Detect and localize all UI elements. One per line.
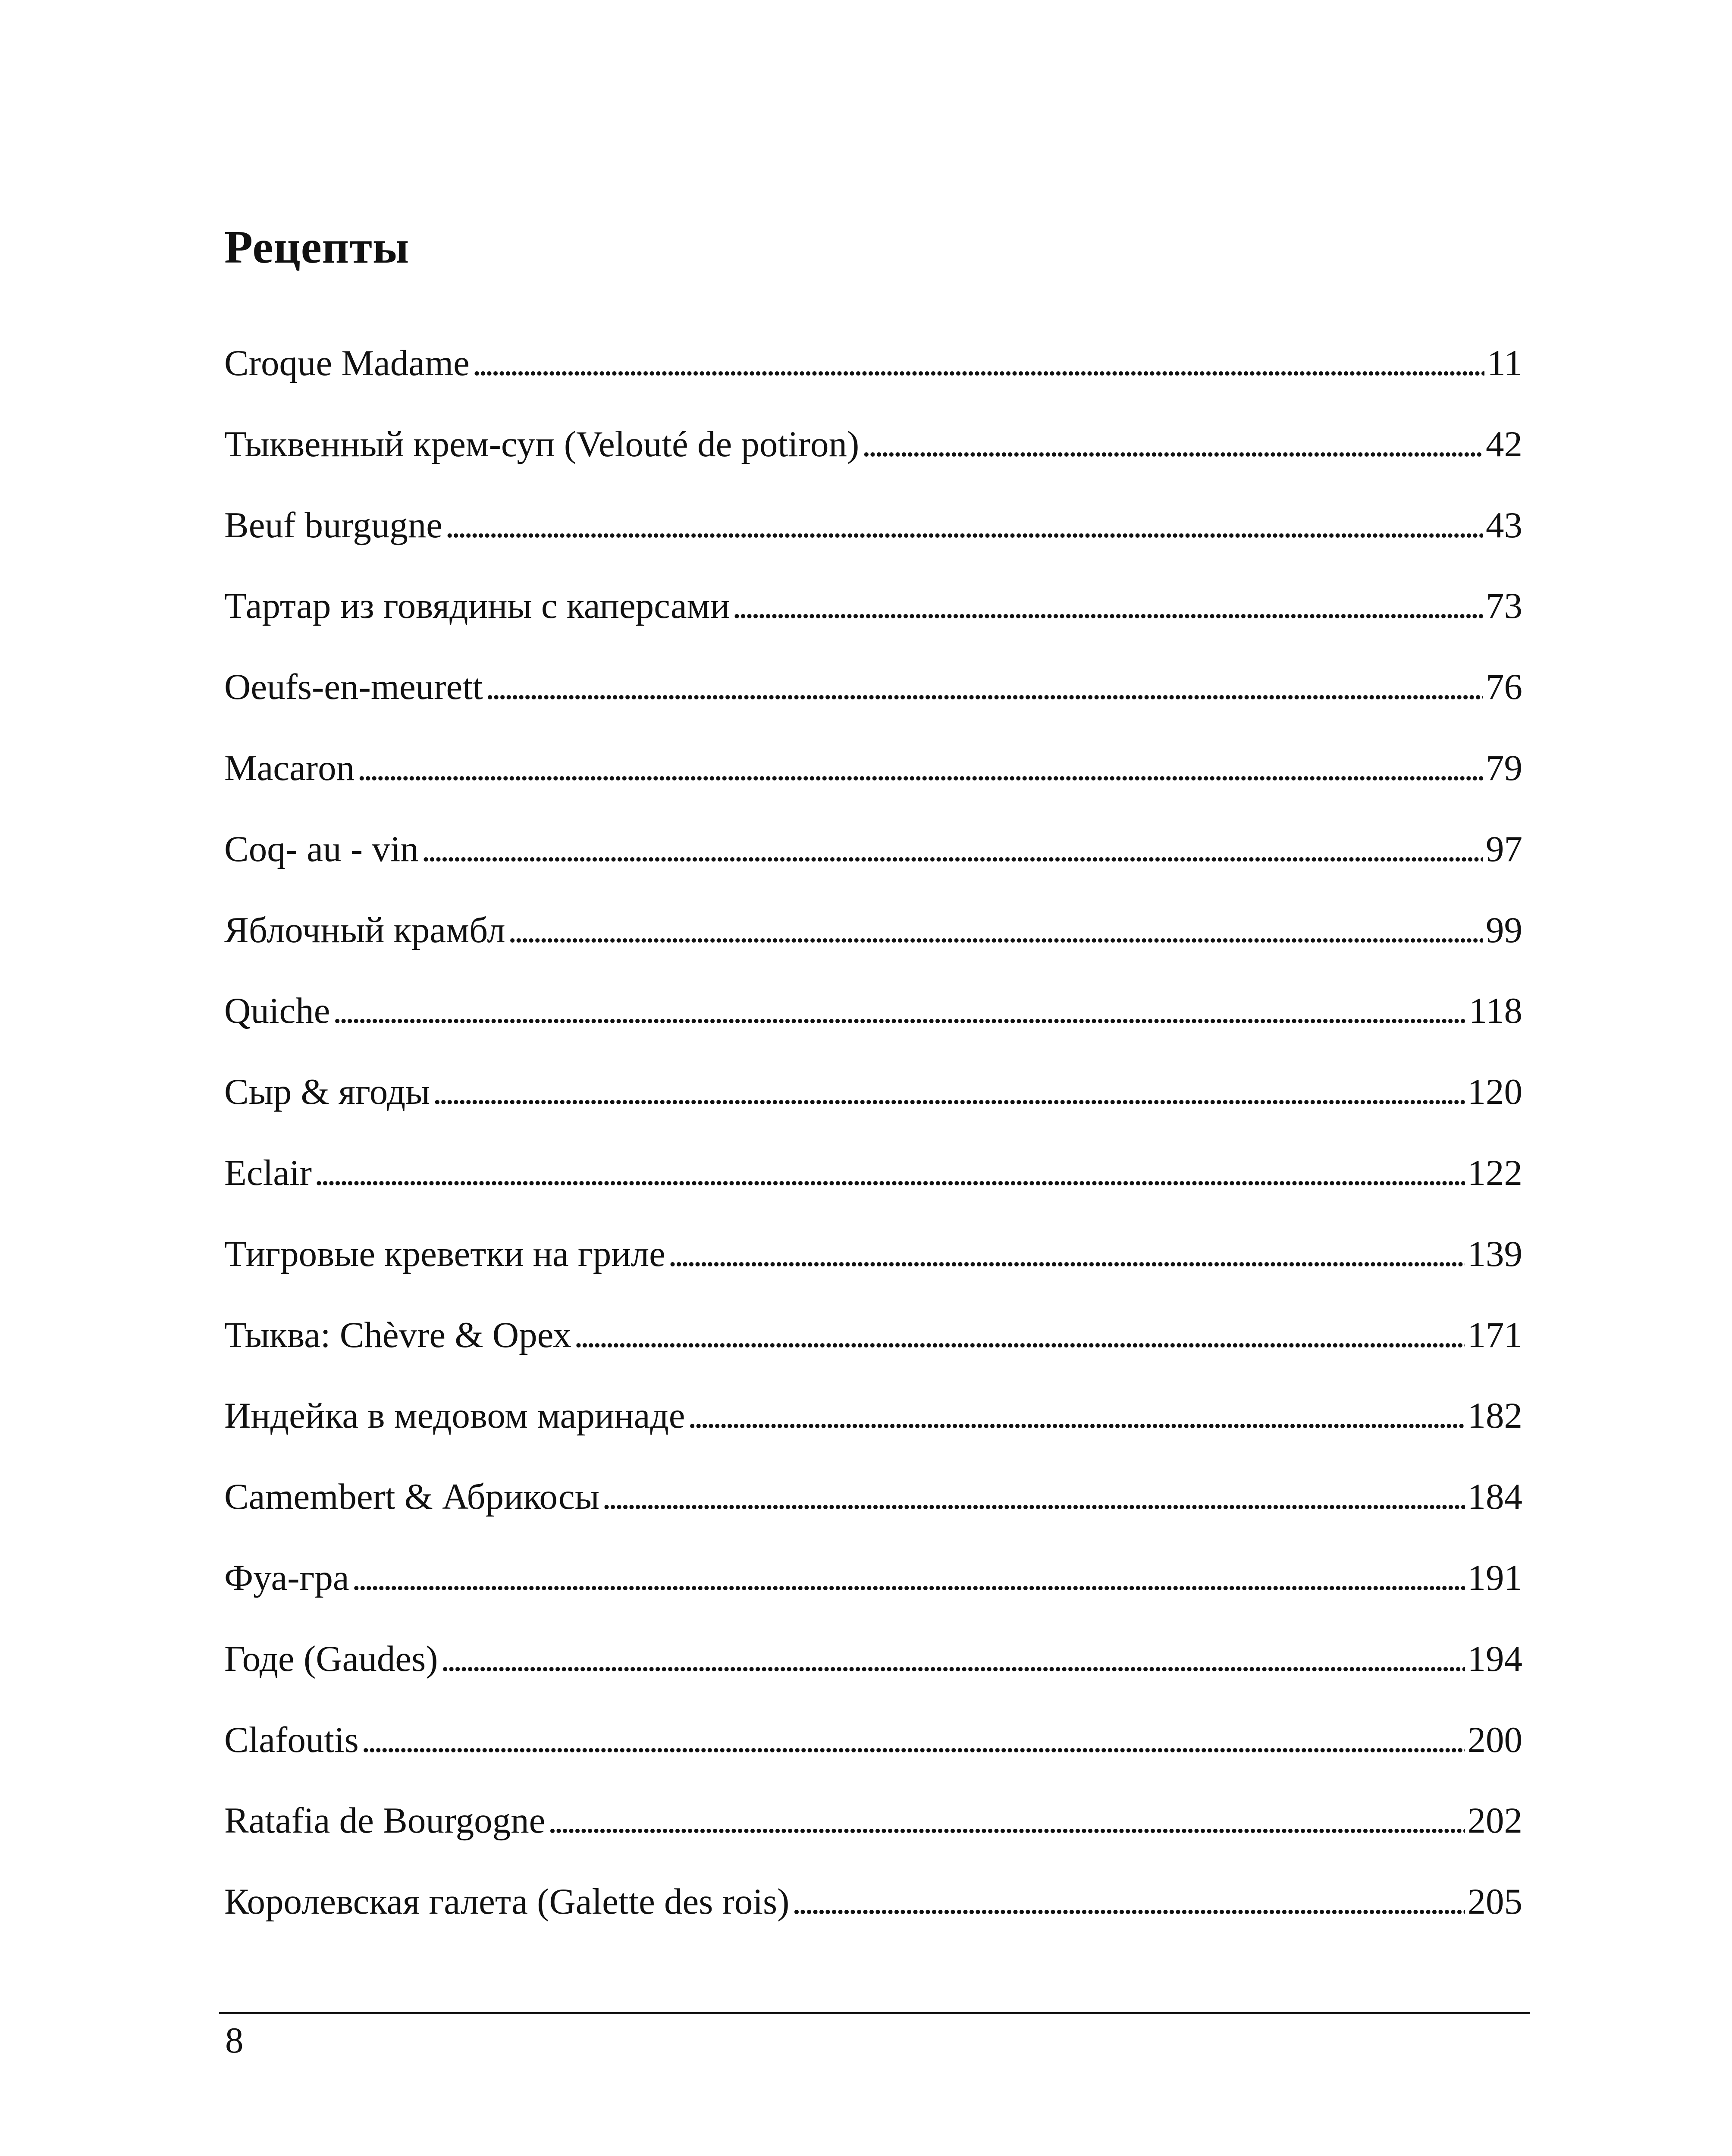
toc-entry-page: 42 <box>1486 423 1522 464</box>
toc-entry-title: Королевская галета (Galette des rois) <box>224 1881 790 1922</box>
toc-entry-page: 202 <box>1467 1800 1522 1841</box>
toc-entry[interactable] <box>224 588 1522 669</box>
toc-entry-page: 184 <box>1467 1476 1522 1517</box>
dot-leader <box>357 750 1483 787</box>
dot-leader <box>421 831 1483 868</box>
toc-entry[interactable] <box>224 507 1522 588</box>
page-number: 8 <box>225 2020 244 2061</box>
toc-entry-page: 205 <box>1467 1881 1522 1922</box>
page-title: Рецепты <box>224 222 410 273</box>
toc-entry[interactable] <box>224 1233 1522 1317</box>
table-of-contents <box>224 345 1522 1965</box>
dot-leader <box>472 345 1484 382</box>
dot-leader <box>668 1236 1465 1272</box>
toc-entry-title: Яблочный крамбл <box>224 909 505 950</box>
toc-entry-title: Coq- au - vin <box>224 828 419 869</box>
toc-entry-title: Тартар из говядины с каперсами <box>224 586 730 627</box>
dot-leader <box>314 1155 1465 1191</box>
toc-entry-page: 118 <box>1468 990 1522 1031</box>
toc-entry[interactable] <box>224 747 1522 831</box>
toc-entry[interactable] <box>224 1074 1522 1155</box>
toc-entry-title: Тигровые креветки на гриле <box>224 1233 665 1274</box>
toc-entry-page: 43 <box>1486 505 1522 545</box>
toc-entry[interactable] <box>224 1314 1522 1398</box>
dot-leader <box>602 1479 1465 1515</box>
dot-leader <box>352 1560 1465 1596</box>
toc-entry[interactable] <box>224 990 1522 1074</box>
toc-entry-title: Clafoutis <box>224 1719 359 1760</box>
dot-leader <box>732 588 1483 624</box>
dot-leader <box>445 507 1483 544</box>
toc-entry-page: 182 <box>1467 1395 1522 1436</box>
toc-entry-page: 11 <box>1487 343 1522 383</box>
toc-entry-page: 76 <box>1486 667 1522 708</box>
footer-divider <box>219 2012 1530 2014</box>
toc-entry[interactable] <box>224 1395 1522 1479</box>
toc-entry-page: 120 <box>1467 1072 1522 1112</box>
toc-entry-title: Oeufs-en-meurett <box>224 667 483 708</box>
toc-entry[interactable] <box>224 345 1522 426</box>
toc-entry-page: 79 <box>1486 747 1522 788</box>
toc-entry-title: Camembert & Абрикосы <box>224 1476 599 1517</box>
toc-entry-page: 139 <box>1467 1233 1522 1274</box>
toc-entry-title: Eclair <box>224 1152 312 1193</box>
dot-leader <box>433 1074 1465 1110</box>
toc-entry-title: Croque Madame <box>224 343 470 383</box>
dot-leader <box>548 1802 1465 1839</box>
toc-entry-page: 191 <box>1467 1557 1522 1598</box>
toc-entry[interactable] <box>224 423 1522 507</box>
dot-leader <box>333 993 1466 1029</box>
toc-entry-page: 97 <box>1486 828 1522 869</box>
toc-entry[interactable] <box>224 1152 1522 1236</box>
dot-leader <box>485 669 1483 705</box>
toc-entry-title: Ratafia de Bourgogne <box>224 1800 546 1841</box>
toc-entry-title: Сыр & ягоды <box>224 1072 430 1112</box>
toc-entry-title: Тыквенный крем-суп (Velouté de potiron) <box>224 423 860 464</box>
toc-entry[interactable] <box>224 909 1522 993</box>
dot-leader <box>440 1641 1465 1677</box>
dot-leader <box>361 1722 1465 1758</box>
dot-leader <box>508 912 1484 949</box>
toc-entry-page: 171 <box>1467 1314 1522 1355</box>
toc-entry[interactable] <box>224 669 1522 750</box>
toc-entry-title: Macaron <box>224 747 355 788</box>
toc-entry[interactable] <box>224 828 1522 912</box>
toc-entry-title: Beuf burgugne <box>224 505 442 545</box>
toc-entry-title: Quiche <box>224 990 330 1031</box>
toc-entry-page: 200 <box>1467 1719 1522 1760</box>
dot-leader <box>862 426 1483 463</box>
dot-leader <box>574 1317 1465 1354</box>
toc-entry-page: 194 <box>1467 1638 1522 1679</box>
toc-entry[interactable] <box>224 1802 1522 1883</box>
toc-entry-page: 122 <box>1467 1152 1522 1193</box>
dot-leader <box>687 1398 1465 1434</box>
toc-entry-title: Индейка в медовом маринаде <box>224 1395 685 1436</box>
dot-leader <box>792 1883 1465 1920</box>
toc-entry[interactable] <box>224 1638 1522 1722</box>
toc-entry-page: 73 <box>1486 586 1522 627</box>
toc-entry-page: 99 <box>1486 909 1522 950</box>
toc-entry-title: Фуа-гра <box>224 1557 349 1598</box>
toc-entry[interactable] <box>224 1557 1522 1641</box>
toc-entry-title: Годе (Gaudes) <box>224 1638 438 1679</box>
toc-entry-title: Тыква: Chèvre & Орех <box>224 1314 571 1355</box>
toc-entry[interactable] <box>224 1476 1522 1560</box>
toc-entry[interactable] <box>224 1883 1522 1965</box>
toc-entry[interactable] <box>224 1719 1522 1803</box>
